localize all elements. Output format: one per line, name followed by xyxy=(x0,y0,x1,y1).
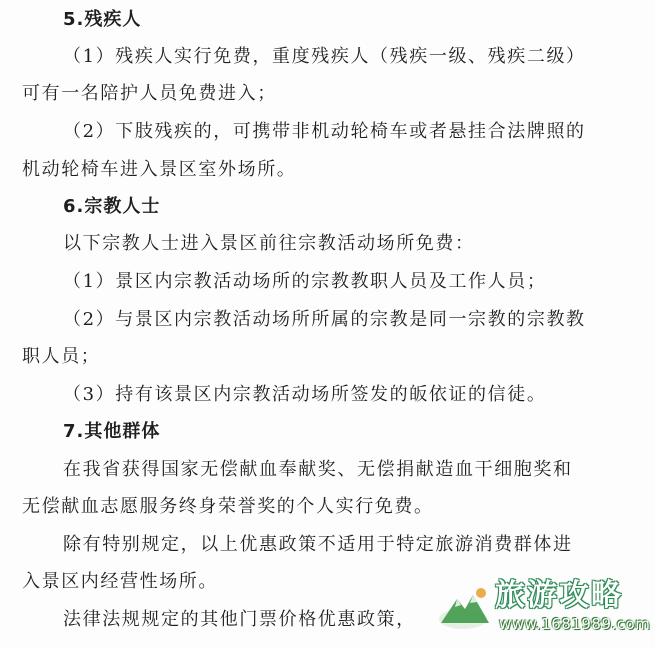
paragraph-line: （1）景区内宗教活动场所的宗教教职人员及工作人员； xyxy=(63,271,547,292)
watermark-url: www.1681989.com xyxy=(499,615,651,633)
section-heading-disabled: 5.残疾人 xyxy=(63,9,142,30)
paragraph-line: 法律法规规定的其他门票价格优惠政策， xyxy=(63,609,416,630)
paragraph-line: 在我省获得国家无偿献血奉献奖、无偿捐献造血干细胞奖和 xyxy=(63,459,573,480)
paragraph-line: 除有特别规定，以上优惠政策不适用于特定旅游消费群体进 xyxy=(63,534,573,555)
section-heading-religious: 6.宗教人士 xyxy=(63,196,161,217)
paragraph-line: （3）持有该景区内宗教活动场所签发的皈依证的信徒。 xyxy=(63,384,547,405)
watermark-title: 旅游攻略 xyxy=(495,578,623,613)
paragraph-line: （2）与景区内宗教活动场所所属的宗教是同一宗教的宗教教 xyxy=(63,309,586,330)
paragraph-line: （2）下肢残疾的，可携带非机动轮椅车或者悬挂合法牌照的 xyxy=(63,121,586,142)
watermark xyxy=(437,578,651,639)
paragraph-line: 职人员； xyxy=(22,346,101,367)
paragraph-line: （1）残疾人实行免费，重度残疾人（残疾一级、残疾二级） xyxy=(63,46,586,67)
paragraph-line: 入景区内经营性场所。 xyxy=(22,571,218,592)
paragraph-line: 无偿献血志愿服务终身荣誉奖的个人实行免费。 xyxy=(22,496,434,517)
paragraph-line: 机动轮椅车进入景区室外场所。 xyxy=(22,159,297,180)
paragraph-line: 以下宗教人士进入景区前往宗教活动场所免费： xyxy=(63,233,475,254)
section-heading-other: 7.其他群体 xyxy=(63,421,161,442)
mountain-logo-icon xyxy=(437,583,493,631)
paragraph-line: 可有一名陪护人员免费进入； xyxy=(22,83,277,104)
